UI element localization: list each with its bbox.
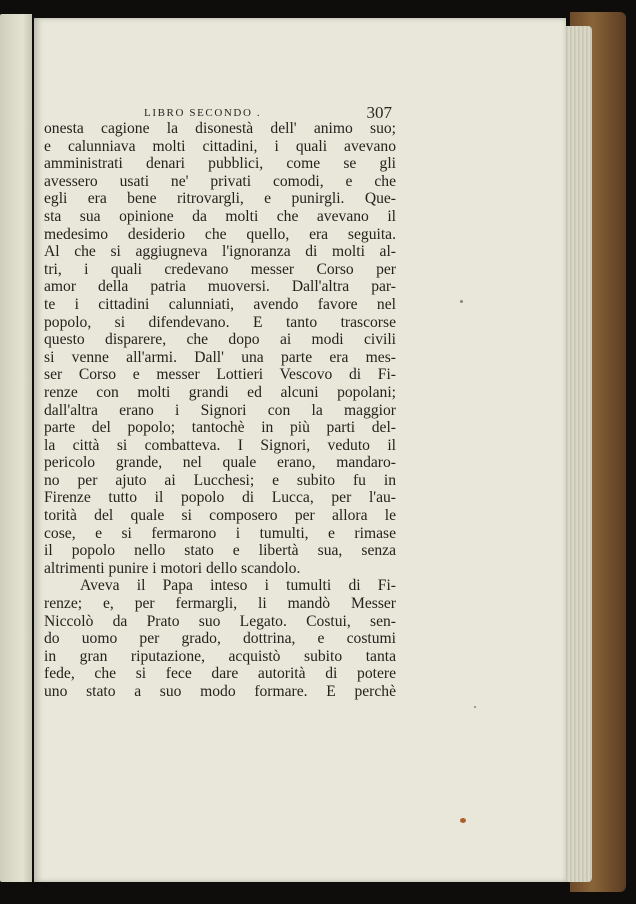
text-line: do uomo per grado, dottrina, e costumi [44, 630, 396, 648]
text-line: Niccolò da Prato suo Legato. Costui, sen- [44, 612, 396, 630]
text-line: Firenze tutto il popolo di Lucca, per l'au- [44, 489, 396, 507]
text-line: altrimenti punire i motori dello scandolo. [44, 559, 301, 577]
text-line: Al che si aggiugneva l'ignoranza di molti al- [44, 243, 396, 261]
page-number: 307 [366, 103, 392, 122]
facing-page-edge [0, 14, 32, 882]
text-line: amministrati denari pubblici, come se gli [44, 155, 396, 173]
text-line: parte del popolo; tantochè in più parti del- [44, 419, 396, 437]
running-head: LIBRO SECONDO . [144, 107, 262, 119]
body-text [44, 120, 396, 701]
text-line: e calunniava molti cittadini, i quali avevano [44, 137, 396, 155]
text-line: cose, e si fermarono i tumulti, e rimase [44, 524, 396, 542]
text-line: popolo, si difendevano. E tanto trascorse [44, 313, 396, 331]
text-line: si venne all'armi. Dall' una parte era mes- [44, 348, 396, 366]
text-line: no per ajuto ai Lucchesi; e subito fu in [44, 471, 396, 489]
text-line: Aveva il Papa inteso i tumulti di Fi- [80, 577, 396, 595]
text-line: medesimo desiderio che quello, era seguita. [44, 225, 396, 243]
text-line: dall'altra erano i Signori con la maggior [44, 401, 396, 419]
text-line: te i cittadini calunniati, avendo favore nel [44, 295, 396, 313]
text-line: tri, i quali credevano messer Corso per [44, 260, 396, 278]
text-line: torità del quale si composero per allora le [44, 507, 396, 525]
stain-speck [460, 300, 463, 303]
text-line: il popolo nello stato e libertà sua, senza [44, 542, 396, 560]
stain-speck [474, 706, 476, 708]
text-line: amor della patria muoversi. Dall'altra par- [44, 278, 396, 296]
text-line: uno stato a suo modo formare. E perchè [44, 683, 396, 700]
text-line: fede, che si fece dare autorità di potere [44, 665, 396, 683]
text-line: renze con molti grandi ed alcuni popolani; [44, 383, 396, 401]
text-line: la città si combatteva. I Signori, veduto il [44, 436, 396, 454]
text-line: avessero usati ne' privati comodi, e che [44, 172, 396, 190]
text-line: pericolo grande, nel quale erano, mandaro- [44, 454, 396, 472]
text-line: onesta cagione la disonestà dell' animo suo; [44, 120, 396, 137]
text-line: ser Corso e messer Lottieri Vescovo di Fi- [44, 366, 396, 384]
text-line: sta sua opinione da molti che avevano il [44, 207, 396, 225]
text-line: questo disparere, che dopo ai modi civili [44, 331, 396, 349]
text-line: renze; e, per fermargli, li mandò Messer [44, 595, 396, 613]
text-line: in gran riputazione, acquistò subito tanta [44, 647, 396, 665]
text-line: egli era bene ritrovargli, e punirgli. Que- [44, 190, 396, 208]
stain-speck [460, 818, 466, 823]
